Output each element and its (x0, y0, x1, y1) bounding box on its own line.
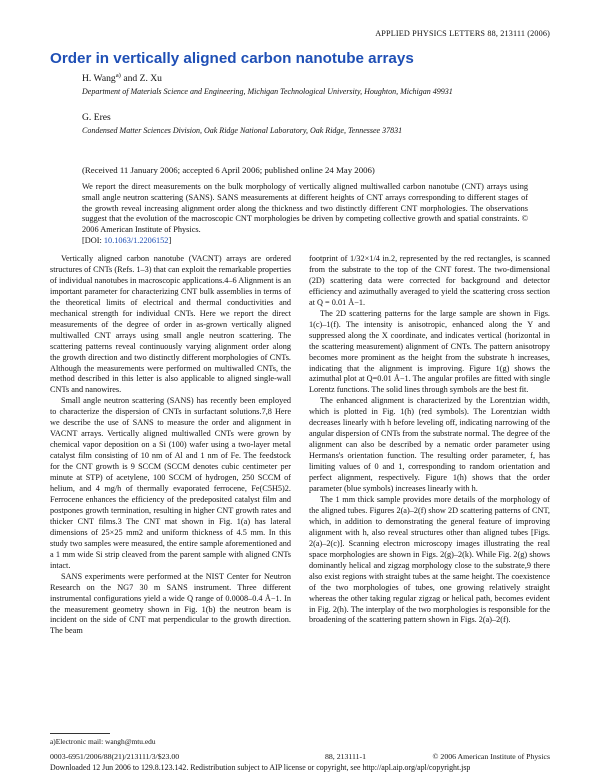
paragraph: SANS experiments were performed at the NIST Center for Neutron Research on the NG7 30 m SANS instrument. Three different instrumental configurations yield a wide Q range of 0.0008–0.4 Å−1. In the measurement geometry shown in Fig. 1(b) the neutron beam is incident on the side of CNT mat perpendicular to the growth direction. The beam (50, 571, 291, 636)
footer-code: 0003-6951/2006/88(21)/213111/3/$23.00 (50, 752, 180, 761)
abstract-copyright: © 2006 American Institute of Physics. (82, 214, 529, 235)
doi-link[interactable]: 10.1063/1.2206152 (103, 235, 169, 245)
received-dates: (Received 11 January 2006; accepted 6 April 2006; published online 24 May 2006) (82, 165, 375, 175)
paper-title: Order in vertically aligned carbon nanotube arrays (50, 50, 414, 67)
footnote: a)Electronic mail: wangh@mtu.edu (50, 737, 156, 746)
paragraph: The 2D scattering patterns for the large sample are shown in Figs. 1(c)–1(f). The intensity is anisotropic, enhanced along the Y and suppressed along the X coordinate, and indicates vertical (horizontal in the scattering measurement) alignment of CNTs. The pattern anisotropy becomes more prominent as the height from the substrate h increases, indicating that the alignment is improving. Figure 1(g) shows the azimuthal plot at Q=0.01 Å−1. The angular profiles are fitted with single Lorentz functions. The solid lines through symbols are the best fit. (309, 308, 550, 395)
author-footnote-mark: a) (115, 71, 121, 79)
author-line-1 (82, 73, 162, 84)
doi-label: [DOI: (82, 235, 104, 245)
footnote-rule (50, 733, 110, 734)
footer-page: 88, 213111-1 (325, 752, 367, 761)
footer-copyright: © 2006 American Institute of Physics (432, 752, 550, 761)
download-notice: Downloaded 12 Jun 2006 to 129.8.123.142. Redistribution subject to AIP license or copyright, see http://apl.aip.org/apl/copyright.jsp (50, 763, 471, 772)
paragraph: footprint of 1/32×1/4 in.2, represented by the red rectangles, is scanned from the substrate to the top of the CNT forest. The two-dimensional (2D) scattering data were corrected for background and detector efficiency and azimuthally averaged to yield the scattering cross section at Q = 0.01 Å−1. (309, 254, 550, 307)
body-column-left (50, 254, 291, 637)
paragraph: Vertically aligned carbon nanotube (VACNT) arrays are ordered structures of CNTs (Refs. 1–3) that can exploit the remarkable properties of individual nanotubes in macroscopic applications.4–6 Alignment is an important parameter for characterizing CNT bulk assemblies in terms of the theoretical limits of electrical and thermal conductivities and mechanical strength for individual CNTs. Here we report the direct measurements of the degree of order in as-grown vertically aligned multiwalled CNT arrays using small angle neutron scattering. The scattering patterns reveal continuously varying alignment order along the growth direction and two distinctly different morphologies of CNTs. Although the measurements were performed on multiwalled CNTs, the method described in this letter is also applicable to aligned single-wall CNTs and nanowires. (50, 254, 291, 395)
author-name: H. Wang (82, 73, 116, 84)
abstract-text: We report the direct measurements on the bulk morphology of vertically aligned multiwalled carbon nanotube (CNT) arrays using small angle neutron scattering (SANS). SANS measurements at different heights of CNT arrays corresponding to different stages of the growth reveal increasing alignment order along the thickness and two distinctly different CNT morphologies. The observations suggest that the evolution of the macroscopic CNT morphologies be driven by competing collective growth and spatial constraints. (82, 182, 528, 224)
journal-header: APPLIED PHYSICS LETTERS 88, 213111 (2006) (375, 29, 550, 38)
affiliation-2: Condensed Matter Sciences Division, Oak Ridge National Laboratory, Oak Ridge, Tennessee 37831 (82, 126, 403, 135)
paragraph: Small angle neutron scattering (SANS) has recently been employed to characterize the dispersion of CNTs in surfactant solutions.7,8 Here we describe the use of SANS to measure the order and alignment in VACNT arrays. Vertically aligned multiwalled CNTs were grown by chemical vapor deposition on a Si (100) wafer using a two-layer metal catalyst film consisting of 10 nm of Al and 1 nm of Fe. The feedstock for the CNT growth is 9 SCCM (SCCM denotes cubic centimeter per minute at STP) of acetylene, 100 SCCM of hydrogen, 250 SCCM of helium, and 4 mg/h of thermally evaporated ferrocene, Fe(C5H5)2. Ferrocene enhances the efficiency of the predeposited catalyst film and postpones growth termination, resulting in higher CNT growth rates and thicker CNT films.3 The CNT mat shown in Fig. 1(a) has lateral dimensions of 25×25 mm2 and uniform thickness of 4.5 mm. In this study two samples were measured, the entire sample aforementioned and a 1 mm wide Si strip cleaved from the parent sample with aligned CNTs intact. (50, 396, 292, 570)
doi-close: ] (168, 235, 172, 245)
body-column-right (309, 254, 550, 626)
author-name-rest: and Z. Xu (120, 73, 162, 84)
affiliation-1: Department of Materials Science and Engineering, Michigan Technological University, Houghton, Michigan 49931 (82, 87, 453, 96)
paragraph: The enhanced alignment is characterized by the Lorentzian width, which is plotted in Fig. 1(h) (red symbols). The Lorentzian width decreases linearly with h before leveling off, indicating narrowing of the angular dispersion of CNTs from the substrate normal. The degree of the alignment can also be described by a nematic order parameter using Hermans's orientation function. The resulting order parameter, f, has limiting values of 0 and 1, corresponding to random orientation and perfect alignment, respectively. Figure 1(h) shows that the order parameter (blue symbols) increases linearly with h. (309, 396, 550, 494)
abstract (82, 182, 528, 247)
paragraph: The 1 mm thick sample provides more details of the morphology of the aligned tubes. Figures 2(a)–2(f) show 2D scattering patterns of CNT, which, in addition to demonstrating the general feature of improving alignment with h, also reveal structures other than aligned tubes [Figs. 2(a)–2(c)]. Scanning electron microscopy images illustrating the real space morphologies are shown in Figs. 2(g)–2(k). While Fig. 2(g) shows dominantly helical and zigzag morphology close to the substrate,9 there also exist regions with straight tubes at the same height. The coexistence of the two morphologies of tubes, one growing relatively straight whereas the other taking regular zigzag or helical path, becomes evident in Fig. 2(h). The interplay of the two morphologies is responsible for the broadening of the scattering pattern shown in Figs. 2(a)–2(f). (309, 494, 550, 625)
author-line-2: G. Eres (82, 112, 111, 123)
